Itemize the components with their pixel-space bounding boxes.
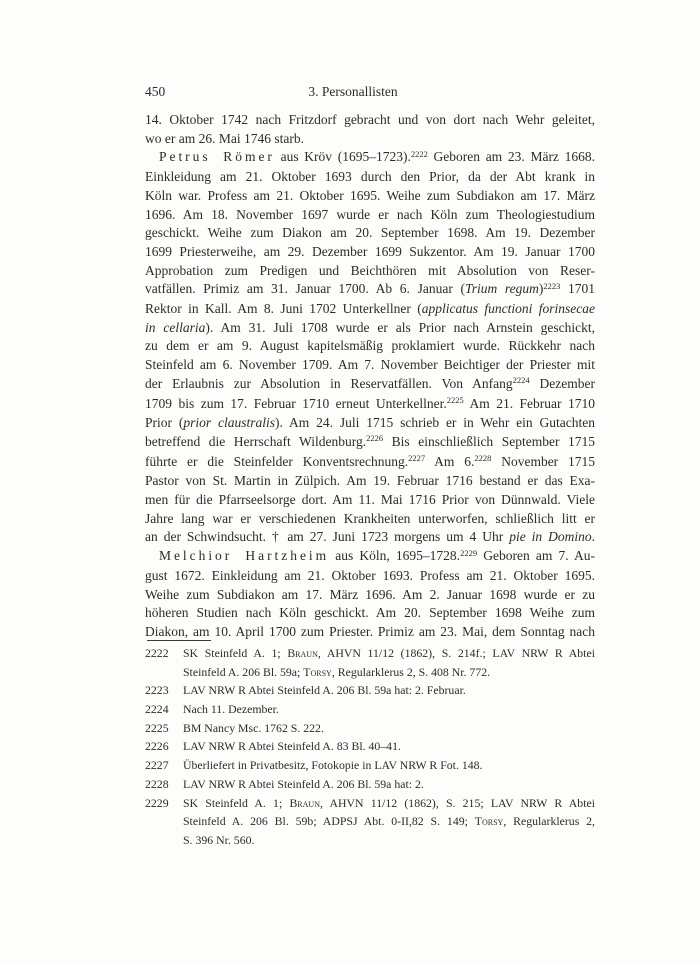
text-segment: Diakon, am 10. April 1700 zum Priester. Primiz am 23. Mai, dem Sonntag nach	[145, 623, 595, 639]
page-header	[145, 84, 595, 104]
footnote-block	[145, 646, 595, 852]
text-segment: Geboren am 7. Au-	[477, 548, 595, 564]
body-line	[145, 491, 595, 510]
text-segment: LAV NRW R Abtei Steinfeld A. 206 Bl. 59a hat: 2. Februar.	[183, 683, 466, 698]
body-line	[145, 586, 595, 605]
footnote-reference: 2225	[446, 395, 464, 406]
footnote-reference: 2226	[366, 433, 384, 444]
footnote-reference: 2228	[474, 453, 492, 464]
text-segment: men für die Pfarrseelsorge dort. Am 11. Mai 1716 Prior von Dünnwald. Viele	[145, 492, 595, 508]
text-segment: Nach 11. Dezember.	[183, 702, 279, 717]
text-segment: , Regularklerus 2,	[503, 814, 595, 829]
footnote-reference: 2224	[512, 375, 530, 386]
footnote-text	[183, 758, 595, 777]
footnote	[145, 796, 595, 852]
text-segment: BM Nancy Msc. 1762 S. 222.	[183, 720, 324, 735]
footnote	[145, 646, 595, 683]
text-segment: SK Steinfeld A. 1;	[183, 646, 288, 660]
footnote	[145, 683, 595, 702]
text-segment: , AHVN 11/12 (1862), S. 215; LAV NRW R Abtei	[319, 795, 595, 810]
footnote-line	[183, 683, 595, 702]
footnote-number: 2226	[145, 739, 169, 754]
text-segment: betreffend die Herrschaft Wildenburg.	[145, 433, 367, 449]
body-line	[145, 414, 595, 433]
text-segment: wo er am 26. Mai 1746 starb.	[145, 130, 304, 146]
body-line	[145, 356, 595, 375]
text-segment: 1696. Am 18. November 1697 wurde er nach Köln zum Theologiestudium	[145, 206, 595, 222]
body-line	[145, 224, 595, 243]
body-line	[145, 337, 595, 356]
text-segment: )	[538, 281, 544, 297]
footnote-text	[183, 796, 595, 852]
text-segment: Geboren am 23. März 1668.	[427, 149, 595, 165]
text-segment: Weihe zum Subdiakon am 17. März 1696. Am 2. Januar 1698 wurde er zu	[145, 586, 595, 602]
footnote-reference: 2227	[408, 453, 426, 464]
text-segment: 1701	[560, 281, 595, 297]
footnote-line	[183, 758, 595, 777]
text-segment: geschickt. Weihe zum Diakon am 20. September 1698. Am 19. Dezember	[145, 225, 595, 241]
text-segment: Approbation zum Predigen und Beichthören mit Absolution von Reser-	[145, 262, 595, 278]
text-segment: Braun	[289, 795, 320, 810]
body-line	[145, 510, 595, 529]
text-segment: Am 21. Februar 1710	[463, 395, 595, 411]
body-line	[145, 567, 595, 586]
body-text	[145, 111, 595, 642]
footnote	[145, 758, 595, 777]
footnote-number: 2225	[145, 720, 169, 735]
text-segment: Petrus Römer	[159, 149, 275, 165]
footnote-line	[183, 646, 595, 665]
text-segment: LAV NRW R Abtei Steinfeld A. 83 Bl. 40–41.	[183, 739, 401, 754]
text-segment: Köln war. Profess am 21. Oktober 1695. Weihe zum Subdiakon am 17. März	[145, 187, 595, 203]
text-segment: 1709 bis zum 17. Februar 1710 erneut Unterkellner.	[145, 395, 447, 411]
body-line	[145, 148, 595, 168]
body-line	[145, 262, 595, 281]
body-line	[145, 280, 595, 300]
footnote-reference: 2229	[460, 547, 478, 558]
footnote	[145, 777, 595, 796]
body-line	[145, 547, 595, 567]
body-line	[145, 604, 595, 623]
body-line	[145, 433, 595, 453]
footnote-line	[183, 833, 595, 852]
body-line	[145, 375, 595, 395]
footnote-line	[183, 777, 595, 796]
body-line	[145, 319, 595, 338]
text-segment: Steinfeld A. 206 Bl. 59a;	[183, 664, 304, 679]
body-line	[145, 623, 595, 642]
body-line	[145, 187, 595, 206]
footnote-text	[183, 702, 595, 721]
footnote-line	[183, 796, 595, 815]
footnote-reference: 2223	[543, 280, 561, 291]
footnote	[145, 721, 595, 740]
footnote-text	[183, 739, 595, 758]
body-line	[145, 111, 595, 130]
body-line	[145, 206, 595, 225]
footnote-line	[183, 721, 595, 740]
text-segment: Steinfeld A. 206 Bl. 59b; ADPSJ Abt. 0-II,82 S. 149;	[183, 814, 475, 829]
text-segment: aus Köln, 1695–1728.	[329, 548, 461, 564]
text-segment: 1699 Priesterweihe, am 29. Dezember 1699 Sukzentor. Am 19. Januar 1700	[145, 243, 595, 259]
text-segment: 14. Oktober 1742 nach Fritzdorf gebracht und von dort nach Wehr geleitet,	[145, 112, 595, 127]
text-segment: , Regularklerus 2, S. 408 Nr. 772.	[331, 664, 491, 679]
text-segment: an der Schwindsucht. † am 27. Juni 1723 morgens um 4 Uhr	[145, 529, 510, 545]
text-segment: aus Kröv (1695–1723).	[274, 149, 411, 165]
page-number: 450	[145, 84, 166, 99]
text-segment: Jahre lang war er verschiedenen Krankheiten unterworfen, schließlich litt er	[145, 510, 595, 526]
footnote-line	[183, 665, 595, 684]
footnote-text	[183, 683, 595, 702]
text-segment: LAV NRW R Abtei Steinfeld A. 206 Bl. 59a hat: 2.	[183, 776, 424, 791]
text-segment: Melchior Hartzheim	[159, 548, 330, 564]
footnote-text	[183, 777, 595, 796]
text-segment: Trium regum	[464, 281, 539, 297]
running-title: 3. Personallisten	[308, 84, 398, 99]
footnote-number: 2223	[145, 683, 169, 698]
text-segment: , AHVN 11/12 (1862), S. 214f.; LAV NRW R Abtei	[317, 646, 595, 660]
text-segment: Überliefert in Privatbesitz, Fotokopie in LAV NRW R Fot. 148.	[183, 758, 483, 773]
text-segment: Rektor in Kall. Am 8. Juni 1702 Unterkellner (	[145, 301, 422, 317]
text-segment: prior claustralis	[183, 415, 276, 431]
text-segment: gust 1672. Einkleidung am 21. Oktober 1693. Profess am 21. Oktober 1695.	[145, 567, 595, 583]
footnote	[145, 739, 595, 758]
footnote-number: 2222	[145, 646, 169, 660]
body-line	[145, 168, 595, 187]
body-line	[145, 395, 595, 415]
text-segment: Einkleidung am 21. Oktober 1693 durch den Prior, da der Abt krank in	[145, 169, 595, 185]
text-segment: Am 6.	[425, 453, 475, 469]
footnote-number: 2227	[145, 758, 169, 773]
body-line	[145, 528, 595, 547]
text-segment: führte er die Steinfelder Konventsrechnung.	[145, 453, 409, 469]
body-line	[145, 472, 595, 491]
text-segment: Bis einschließlich September 1715	[383, 433, 595, 449]
text-segment: vatfällen. Primiz am 31. Januar 1700. Ab 6. Januar (	[145, 281, 465, 297]
footnote-line	[183, 739, 595, 758]
text-segment: der Erlaubnis zur Absolution in Reservatfällen. Von Anfang	[145, 375, 513, 391]
text-segment: Torsy	[303, 664, 332, 679]
text-segment: S. 396 Nr. 560.	[183, 832, 255, 847]
footnote-number: 2224	[145, 702, 169, 717]
text-segment: .	[591, 529, 595, 545]
text-segment: ). Am 24. Juli 1715 schrieb er in Wehr ein Gutachten	[275, 415, 596, 431]
text-segment: Prior (	[145, 415, 184, 431]
body-line	[145, 453, 595, 473]
text-segment: pie in Domino	[509, 529, 592, 545]
text-segment: Steinfeld am 6. November 1709. Am 7. November Beichtiger der Priester mit	[145, 357, 595, 373]
body-line	[145, 300, 595, 319]
footnote-text	[183, 646, 595, 683]
text-segment: Braun	[287, 646, 318, 660]
body-line	[145, 130, 595, 149]
text-segment: in cellaria	[145, 319, 206, 335]
footnote-line	[183, 814, 595, 833]
footnote-number: 2229	[145, 795, 169, 810]
footnote-text	[183, 721, 595, 740]
text-segment: Dezember	[529, 375, 595, 391]
text-segment: SK Steinfeld A. 1;	[183, 795, 290, 810]
footnote-number: 2228	[145, 776, 169, 791]
footnote	[145, 702, 595, 721]
footnote-reference: 2222	[410, 148, 428, 159]
footnote-separator-rule	[147, 640, 211, 641]
text-segment: höheren Studien nach Köln geschickt. Am 20. September 1698 Weihe zum	[145, 605, 595, 621]
text-segment: ). Am 31. Juli 1708 wurde er als Prior nach Arnstein geschickt,	[205, 319, 595, 335]
text-segment: Torsy	[474, 814, 504, 829]
text-segment: Pastor von St. Martin in Zülpich. Am 19. Februar 1716 bestand er das Exa-	[145, 473, 595, 489]
text-segment: zu dem er am 9. August kapitelsmäßig proklamiert wurde. Rückkehr nach	[145, 338, 595, 354]
text-segment: November 1715	[491, 453, 595, 469]
text-segment: applicatus functioni forinsecae	[421, 301, 595, 317]
body-line	[145, 243, 595, 262]
footnote-line	[183, 702, 595, 721]
